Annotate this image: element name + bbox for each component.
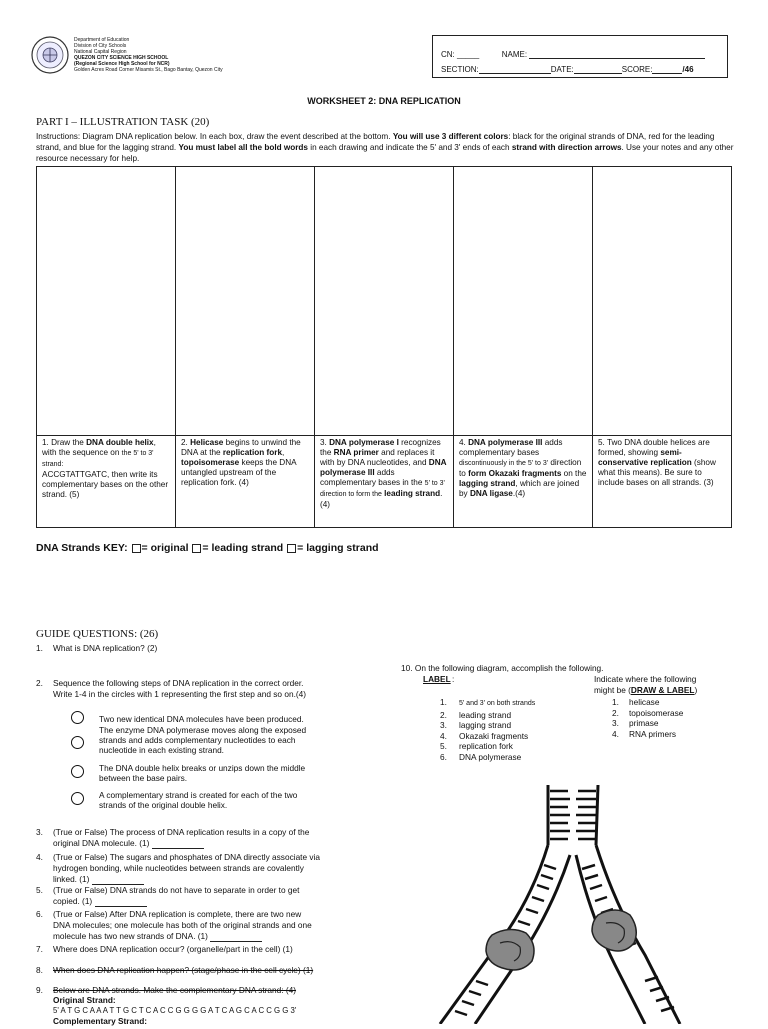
sequence-circle-4[interactable] (71, 792, 84, 805)
agency-line: Golden Acres Road Corner Misamis St., Bago Bantay, Quezon City (74, 67, 223, 73)
date-field[interactable] (574, 65, 622, 74)
step-text-1: Two new identical DNA molecules have been produced. (99, 714, 304, 724)
drawing-box-3[interactable] (315, 167, 453, 435)
step-text-3: The DNA double helix breaks or unzips down the middle between the base pairs. (99, 763, 306, 783)
task-description-1: 1. Draw the DNA double helix, with the sequence on the 5' to 3' strand: ACCGTATTGATC, then write its complementary bases on the other strand. (5) (42, 438, 169, 499)
section-label: SECTION: (441, 65, 479, 74)
agency-line: QUEZON CITY SCIENCE HIGH SCHOOL (74, 55, 169, 61)
replication-fork-diagram[interactable] (430, 775, 730, 1024)
original-sequence: 5' A T G C A A A T T G C T C A C C G G G G A T C A G C A C C G G 3' (53, 1006, 297, 1015)
answer-blank-6[interactable] (210, 933, 262, 942)
student-info-box (432, 35, 728, 78)
name-field[interactable] (529, 50, 705, 59)
school-seal (31, 36, 69, 74)
drawing-box-5[interactable] (593, 167, 731, 435)
lagging-color-box[interactable] (287, 544, 296, 553)
sequence-circle-3[interactable] (71, 765, 84, 778)
task-description-5: 5. Two DNA double helices are formed, showing semi-conservative replication (show what this means). Be sure to include bases on all strands. (3) (598, 438, 716, 487)
task-description-2: 2. Helicase begins to unwind the DNA at the replication fork, topoisomerase keeps the DNA untangled upstream of the replication fork. (4) (181, 438, 301, 487)
school-info (74, 37, 223, 73)
part1-heading: PART I – ILLUSTRATION TASK (20) (36, 116, 210, 128)
original-color-box[interactable] (132, 544, 141, 553)
dna-strands-key: DNA Strands KEY: = original = leading strand = lagging strand (36, 542, 379, 554)
score-field[interactable] (652, 65, 682, 74)
guide-questions-heading: GUIDE QUESTIONS: (26) (36, 628, 159, 640)
score-total: /46 (682, 65, 694, 74)
step-text-2: The enzyme DNA polymerase moves along the exposed strands and adds complementary nucleotides to each nucleotide in each existing strand. (99, 725, 307, 755)
drawing-box-1[interactable] (37, 167, 175, 435)
agency-line: Department of Education (74, 37, 130, 43)
illustration-table (36, 166, 732, 528)
answer-blank-5[interactable] (95, 898, 147, 907)
task-description-3: 3. DNA polymerase I recognizes the RNA primer and replaces it with by DNA nucleotides, and DNA polymerase III adds complementary bases in the 5' to 3' direction to form the leading strand. (4) (320, 438, 447, 509)
label-list: 1. 5' and 3' on both strands 2. leading strand 3. lagging strand 4. Okazaki fragments 5. replication fork 6. DNA polymerase (440, 697, 536, 762)
sequence-circle-2[interactable] (71, 736, 84, 749)
agency-line: (Regional Science High School for NCR) (74, 61, 170, 67)
sequence-circle-1[interactable] (71, 711, 84, 724)
leading-color-box[interactable] (192, 544, 201, 553)
part1-instructions: Instructions: Diagram DNA replication below. In each box, draw the event described at the bottom. You will use 3 different colors: black for the original strands of DNA, red for the leading strand, and blue for the lagging strand. You must label all the bold words in each drawing and indicate the 5' and 3' ends of each strand with direction arrows. Use your notes and any other resource necessary for help. (36, 132, 734, 163)
drawing-box-2[interactable] (176, 167, 314, 435)
drawing-box-4[interactable] (454, 167, 592, 435)
score-label: SCORE: (621, 65, 653, 74)
answer-blank-4[interactable] (92, 876, 144, 885)
indicate-list: 1. helicase 2. topoisomerase 3. primase 4. RNA primers (612, 697, 684, 739)
agency-line: Division of City Schools (74, 43, 127, 49)
section-field[interactable] (479, 65, 551, 74)
date-label: DATE: (550, 65, 574, 74)
worksheet-title: WORKSHEET 2: DNA REPLICATION (307, 96, 461, 106)
answer-blank-3[interactable] (152, 840, 204, 849)
label-heading: LABEL (423, 674, 451, 684)
step-text-4: A complementary strand is created for each of the two strands of the original double helix. (99, 790, 298, 810)
cn-field[interactable]: CN: _____ (441, 50, 480, 59)
task-description-4: 4. DNA polymerase III adds complementary bases discontinuously in the 5' to 3' direction to form Okazaki fragments on the lagging strand, which are joined by DNA ligase.(4) (459, 438, 587, 498)
name-label: NAME: (501, 50, 528, 59)
agency-line: National Capital Region (74, 49, 127, 55)
